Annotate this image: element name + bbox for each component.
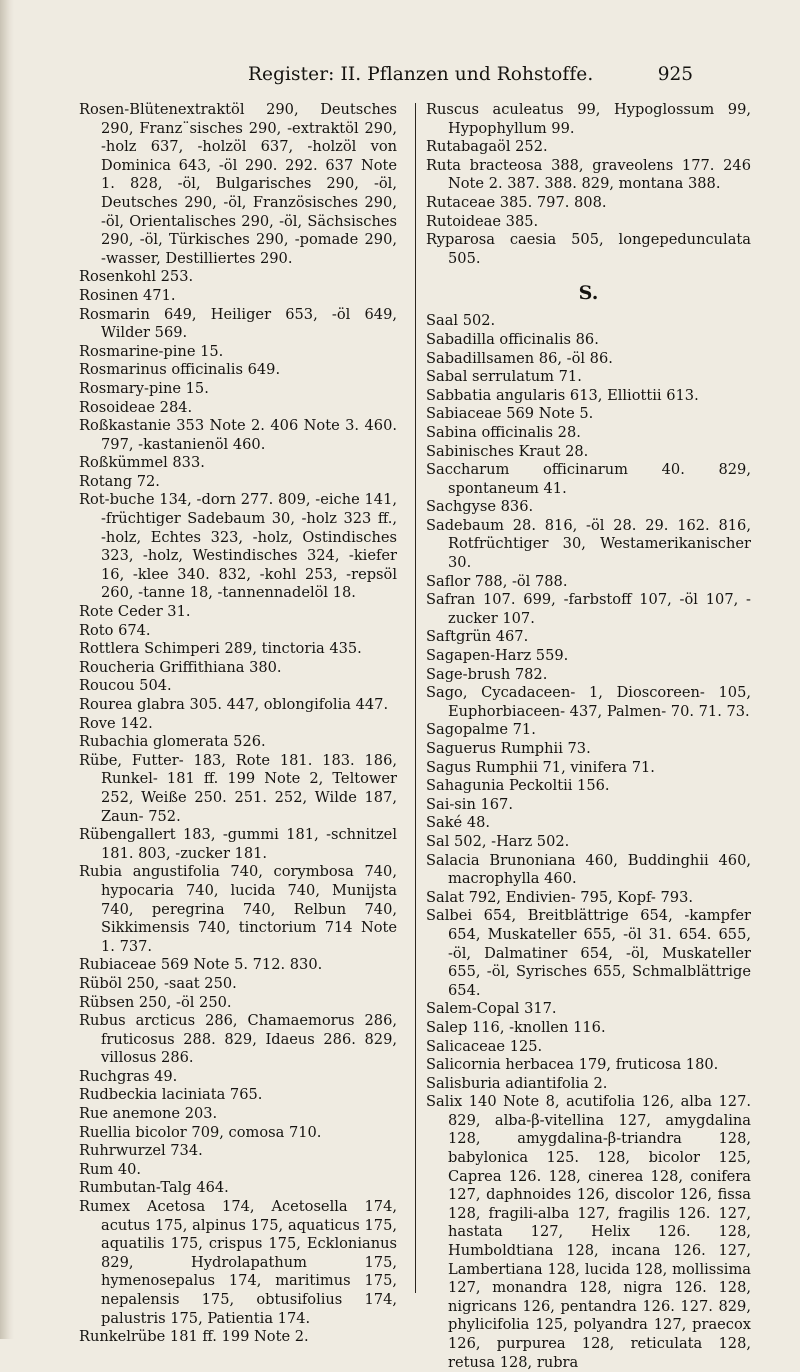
index-entry: Saftgrün 467. bbox=[426, 628, 529, 646]
index-entry: Rumex Acetosa 174, Acetosella 174, acutus 175, alpinus 175, aquaticus 175, aquatilis 175, crispus 175, Ecklonianus 829, Hydrolapathum 175, hymenosepalus 174, maritimus 175, nepalensis 175, obtusifolius 174, palustris 175, Patientia 174. bbox=[79, 1198, 397, 1327]
index-entry: Sago, Cycadaceen- 1, Dioscoreen- 105, Euphorbiaceen- 437, Palmen- 70. 71. 73. bbox=[426, 684, 751, 720]
index-entry: Rübsen 250, -öl 250. bbox=[79, 993, 232, 1011]
index-entry: Saccharum officinarum 40. 829, spontaneum 41. bbox=[426, 461, 751, 497]
index-entry: Rosmarinus officinalis 649. bbox=[79, 361, 281, 379]
index-entry: Rumbutan-Talg 464. bbox=[79, 1179, 229, 1197]
index-entry: Salisburia adiantifolia 2. bbox=[426, 1074, 608, 1092]
index-entry: Rosoideae 284. bbox=[79, 398, 193, 416]
index-entry: Sagopalme 71. bbox=[426, 721, 536, 739]
index-entry: Saké 48. bbox=[426, 814, 491, 832]
index-entry: Rosmarin 649, Heiliger 653, -öl 649, Wilder 569. bbox=[79, 305, 397, 342]
index-entry: Sadebaum 28. 816, -öl 28. 29. 162. 816, Rotfrüchtiger 30, Westamerikanischer 30. bbox=[426, 516, 751, 572]
index-entry: Sabadillsamen 86, -öl 86. bbox=[426, 349, 613, 367]
index-entry: Sal 502, -Harz 502. bbox=[426, 832, 570, 850]
index-entry: Rutoideae 385. bbox=[426, 212, 539, 230]
section-letter-heading: S. bbox=[578, 282, 599, 305]
index-entry: Salbei 654, Breitblättrige 654, -kampfer 654, Muskateller 655, -öl 31. 654. 655, -öl, Dalmatiner 654, -öl, Muskateller 655, -öl, Syrisches 655, Schmalblättrige 654. bbox=[426, 907, 751, 999]
index-entry: Rosen-Blütenextraktöl 290, Deutsches 290, Franz¨sisches 290, -extraktöl 290, -holz 637, -holzöl 637, -holzöl von Dominica 643, -öl 290. 292. 637 Note 1. 828, -öl, Bulgarisches 290, -öl, Deutsches 290, -öl, Französisches 290, -öl, Orientalisches 290, -öl, Sächsisches 290, -öl, Türkisches 290, -pomade 290, -wasser, Destilliertes 290. bbox=[79, 101, 397, 267]
index-entry: Sabal serrulatum 71. bbox=[426, 368, 582, 386]
index-entry: Salacia Brunoniana 460, Buddinghii 460, macrophylla 460. bbox=[426, 851, 751, 888]
index-entry: Rue anemone 203. bbox=[79, 1105, 218, 1123]
index-entry: Saal 502. bbox=[426, 312, 496, 330]
index-entry: Roto 674. bbox=[79, 621, 151, 639]
index-entry: Sai-sin 167. bbox=[426, 795, 513, 813]
index-entry: Sabbatia angularis 613, Elliottii 613. bbox=[426, 386, 699, 404]
left-column bbox=[79, 101, 397, 1347]
index-entry: Ruchgras 49. bbox=[79, 1067, 178, 1085]
index-entry: Rubiaceae 569 Note 5. 712. 830. bbox=[79, 956, 323, 974]
running-head: Register: II. Pflanzen und Rohstoffe. bbox=[248, 64, 594, 85]
index-entry: Sahagunia Peckoltii 156. bbox=[426, 777, 610, 795]
page-header bbox=[0, 64, 800, 94]
index-entry: Rottlera Schimperi 289, tinctoria 435. bbox=[79, 640, 362, 658]
index-entry: Roßkastanie 353 Note 2. 406 Note 3. 460. 797, -kastanienöl 460. bbox=[79, 417, 397, 453]
index-entry: Rourea glabra 305. 447, oblongifolia 447. bbox=[79, 696, 389, 713]
index-entry: Sagus Rumphii 71, vinifera 71. bbox=[426, 758, 655, 776]
index-entry: Ruellia bicolor 709, comosa 710. bbox=[79, 1123, 322, 1141]
index-entry: Roucou 504. bbox=[79, 677, 172, 695]
index-entry: Sabiaceae 569 Note 5. bbox=[426, 405, 594, 423]
index-entry: Rosmary-pine 15. bbox=[79, 379, 209, 397]
index-entry: Salep 116, -knollen 116. bbox=[426, 1018, 606, 1036]
page-number: 925 bbox=[657, 64, 693, 85]
index-entry: Ruta bracteosa 388, graveolens 177. 246 Note 2. 387. 388. 829, montana 388. bbox=[426, 156, 751, 193]
index-entry: Sage-brush 782. bbox=[426, 665, 548, 683]
index-entry: Rüböl 250, -saat 250. bbox=[79, 974, 237, 992]
index-entry: Salicaceae 125. bbox=[426, 1037, 543, 1055]
index-entry: Saguerus Rumphii 73. bbox=[426, 740, 591, 757]
index-entry: Salicornia herbacea 179, fruticosa 180. bbox=[426, 1056, 719, 1074]
index-entry: Rubia angustifolia 740, corymbosa 740, hypocaria 740, lucida 740, Munijsta 740, peregrina 740, Relbun 740, Sikkimensis 740, tinctorium 714 Note 1. 737. bbox=[79, 863, 397, 955]
index-entry: Rutabagaöl 252. bbox=[426, 138, 548, 156]
right-column bbox=[426, 101, 751, 1372]
index-entry: Sabinisches Kraut 28. bbox=[426, 442, 589, 460]
index-entry: Safran 107. 699, -farbstoff 107, -öl 107, -zucker 107. bbox=[426, 591, 751, 627]
index-entry: Rove 142. bbox=[79, 714, 153, 732]
index-entry: Sachgyse 836. bbox=[426, 498, 534, 516]
index-entry: Sagapen-Harz 559. bbox=[426, 647, 569, 665]
index-entry: Roucheria Griffithiana 380. bbox=[79, 658, 282, 676]
index-entry: Roßkümmel 833. bbox=[79, 454, 205, 472]
index-entry: Salem-Copal 317. bbox=[426, 1000, 557, 1018]
column-divider bbox=[415, 103, 416, 1293]
index-entry: Salat 792, Endivien- 795, Kopf- 793. bbox=[426, 888, 693, 906]
index-entry: Rot-buche 134, -dorn 277. 809, -eiche 141, -früchtiger Sadebaum 30, -holz 323 ff., -holz, Echtes 323, -holz, Ostindisches 323, -holz, Westindisches 324, -kiefer 16, -klee 340. 832, -kohl 253, -repsöl 260, -tanne 18, -tannennadelöl 18. bbox=[79, 491, 397, 602]
index-entry: Rosenkohl 253. bbox=[79, 268, 194, 286]
index-entry: Rübengallert 183, -gummi 181, -schnitzel 181. 803, -zucker 181. bbox=[79, 826, 397, 862]
index-entry: Rübe, Futter- 183, Rote 181. 183. 186, Runkel- 181 ff. 199 Note 2, Teltower 252, Weiße 250. 251. 252, Wilde 187, Zaun- 752. bbox=[79, 751, 397, 825]
index-entry: Sabina officinalis 28. bbox=[426, 423, 581, 441]
index-entry: Saflor 788, -öl 788. bbox=[426, 572, 568, 590]
index-entry: Rubus arcticus 286, Chamaemorus 286, fruticosus 288. 829, Idaeus 286. 829, villosus 286. bbox=[79, 1012, 397, 1067]
index-entry: Rubachia glomerata 526. bbox=[79, 733, 266, 751]
index-entry: Rosmarine-pine 15. bbox=[79, 342, 224, 360]
index-entry: Rotang 72. bbox=[79, 472, 160, 490]
index-entry: Rosinen 471. bbox=[79, 286, 176, 304]
index-entry: Rote Ceder 31. bbox=[79, 603, 191, 621]
index-entry: Rutaceae 385. 797. 808. bbox=[426, 193, 607, 211]
index-entry: Rudbeckia laciniata 765. bbox=[79, 1086, 263, 1104]
page-edge-shadow bbox=[0, 0, 14, 1339]
index-entry: Runkelrübe 181 ff. 199 Note 2. bbox=[79, 1328, 309, 1346]
index-entry: Rum 40. bbox=[79, 1160, 142, 1178]
index-entry: Salix 140 Note 8, acutifolia 126, alba 127. 829, alba-β-vitellina 127, amygdalina 128, amygdalina-β-triandra 128, babylonica 125. 128, bicolor 125, Caprea 126. 128, cinerea 128, conifera 127, daphnoides 126, discolor 126, fissa 128, fragili-alba 127, fragilis 126. 127, hastata 127, Helix 126. 128, Humboldtiana 128, incana 126. 127, Lambertiana 128, lucida 128, mollissima 127, monandra 128, nigra 126. 128, nigricans 126, pentandra 126. 127. 829, phylicifolia 125, polyandra 127, praecox 126, purpurea 128, reticulata 128, retusa 128, rubra bbox=[426, 1093, 751, 1371]
index-entry: Ruhrwurzel 734. bbox=[79, 1142, 203, 1160]
index-entry: Ruscus aculeatus 99, Hypoglossum 99, Hypophyllum 99. bbox=[426, 101, 751, 137]
index-entry: Sabadilla officinalis 86. bbox=[426, 330, 599, 348]
index-entry: Ryparosa caesia 505, longepedunculata 505. bbox=[426, 231, 751, 267]
